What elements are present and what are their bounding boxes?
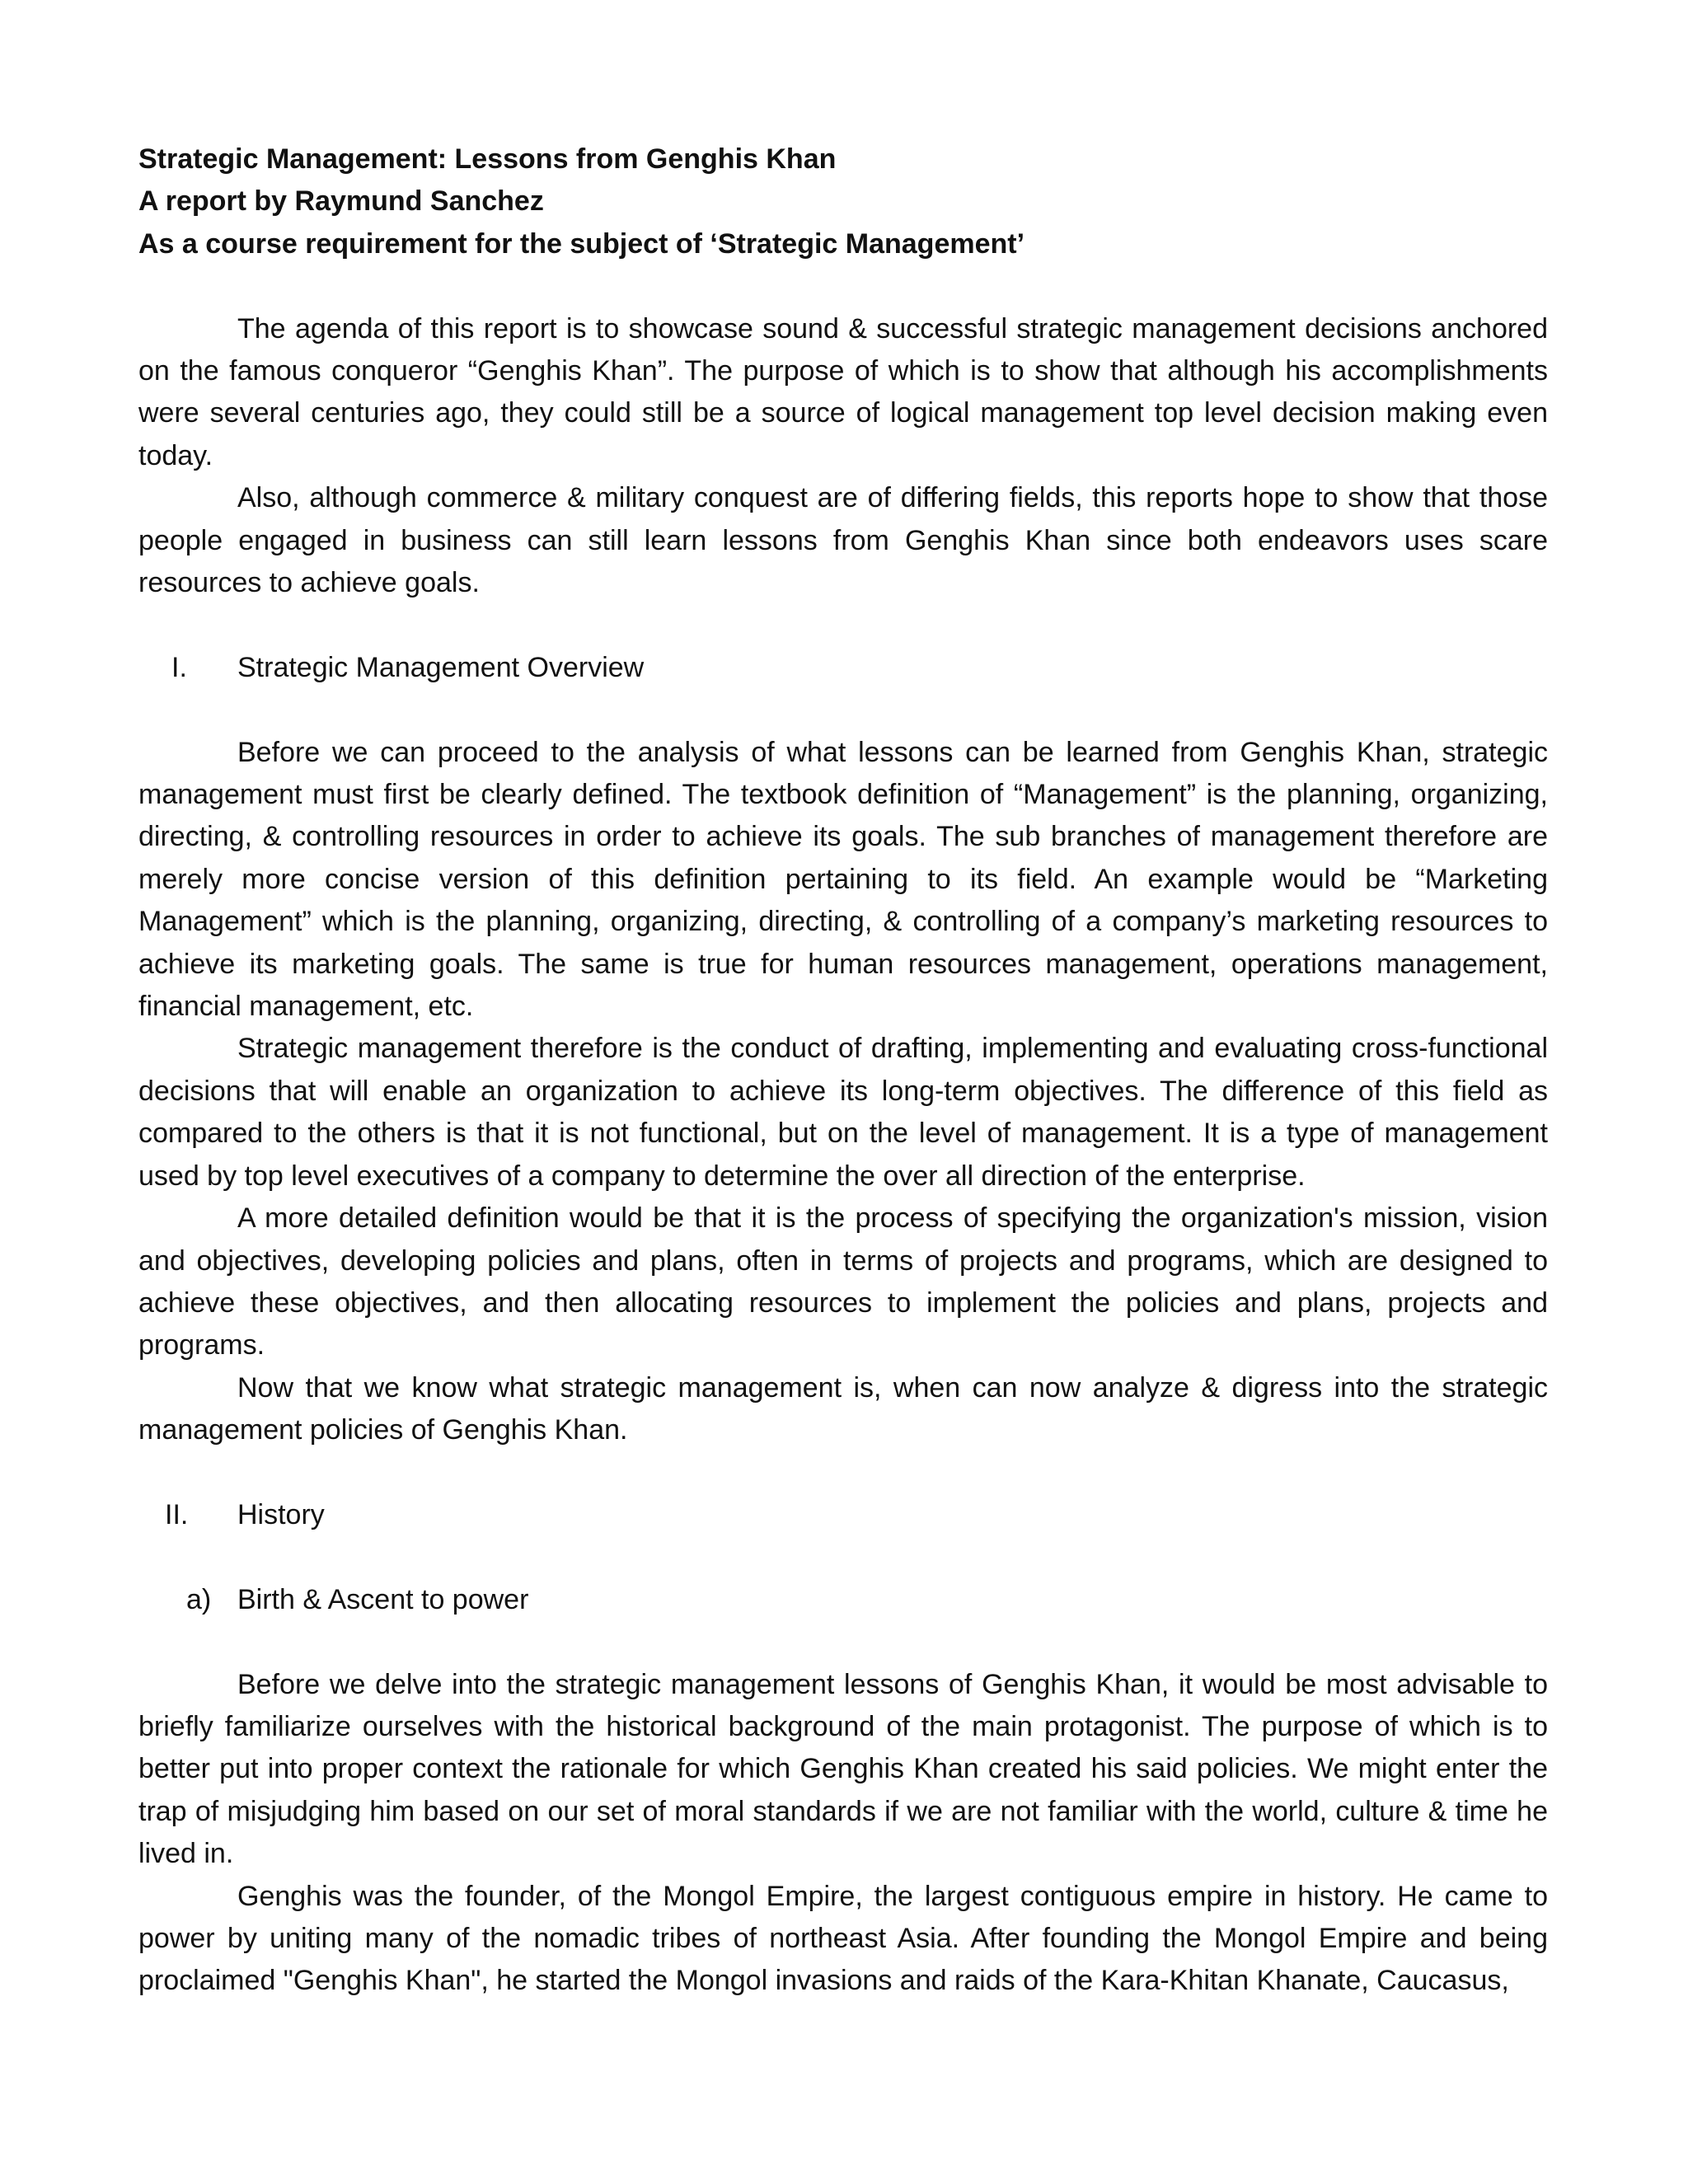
- spacer: [138, 604, 1548, 646]
- section-number: II.: [165, 1498, 189, 1530]
- overview-paragraph-4: Now that we know what strategic management is, when can now analyze & digress into the strategic management policies of Genghis Khan.: [138, 1371, 1548, 1446]
- intro-paragraph-1: The agenda of this report is to showcase sound & successful strategic management decisions anchored on the famous conqueror “Genghis Khan”. The purpose of which is to show that although his accomplishments were several centuries ago, they could still be a source of logical management top level decision making even today.: [138, 312, 1548, 471]
- spacer: [138, 1621, 1548, 1663]
- section-number: I.: [171, 651, 187, 683]
- subsection-title: Birth & Ascent to power: [237, 1583, 529, 1615]
- document-page: [138, 138, 1548, 2003]
- subsection-number: a): [186, 1583, 212, 1615]
- spacer: [138, 265, 1548, 307]
- history-paragraph-1: Before we delve into the strategic management lessons of Genghis Khan, it would be most advisable to briefly familiarize ourselves with the historical background of the main protagonist. The purpose of which is to better put into proper context the rationale for which Genghis Khan created his said policies. We might enter the trap of misjudging him based on our set of moral standards if we are not familiar with the world, culture & time he lived in.: [138, 1668, 1548, 1870]
- section-heading-history: [138, 1494, 1548, 1536]
- report-author: A report by Raymund Sanchez: [138, 185, 544, 218]
- overview-paragraph-2: Strategic management therefore is the conduct of drafting, implementing and evaluating cross-functional decisions that will enable an organization to achieve its long-term objectives. The difference of this field as compared to the others is that it is not functional, but on the level of management. It is a type of management used by top level executives of a company to determine the over all direction of the enterprise.: [138, 1033, 1548, 1192]
- overview-paragraph-3: A more detailed definition would be that it is the process of specifying the organization's mission, vision and objectives, developing policies and plans, often in terms of projects and programs, which are designed to achieve these objectives, and then allocating resources to implement the policies and plans, projects and programs.: [138, 1202, 1548, 1361]
- section-title: History: [237, 1498, 325, 1530]
- intro-paragraph-2: Also, although commerce & military conquest are of differing fields, this reports hope to show that those people engaged in business can still learn lessons from Genghis Khan since both endeavors uses scare resources to achieve goals.: [138, 482, 1548, 599]
- spacer: [138, 1452, 1548, 1494]
- course-requirement: As a course requirement for the subject of ‘Strategic Management’: [138, 227, 1025, 260]
- subsection-heading-birth: [138, 1579, 1548, 1621]
- section-title: Strategic Management Overview: [237, 651, 645, 683]
- spacer: [138, 1536, 1548, 1578]
- section-heading-overview: [138, 647, 1548, 689]
- spacer: [138, 689, 1548, 731]
- history-paragraph-2: Genghis was the founder, of the Mongol Empire, the largest contiguous empire in history. He came to power by uniting many of the nomadic tribes of northeast Asia. After founding the Mongol Empire and being proclaimed "Genghis Khan", he started the Mongol invasions and raids of the Kara-Khitan Khanate, Caucasus,: [138, 1880, 1548, 1997]
- report-title: Strategic Management: Lessons from Genghis Khan: [138, 143, 837, 175]
- overview-paragraph-1: Before we can proceed to the analysis of what lessons can be learned from Genghis Khan, strategic management must first be clearly defined. The textbook definition of “Management” is the planning, organizing, directing, & controlling resources in order to achieve its goals. The sub branches of management therefore are merely more concise version of this definition pertaining to its field. An example would be “Marketing Management” which is the planning, organizing, directing, & controlling of a company’s marketing resources to achieve its marketing goals. The same is true for human resources management, operations management, financial management, etc.: [138, 736, 1548, 1023]
